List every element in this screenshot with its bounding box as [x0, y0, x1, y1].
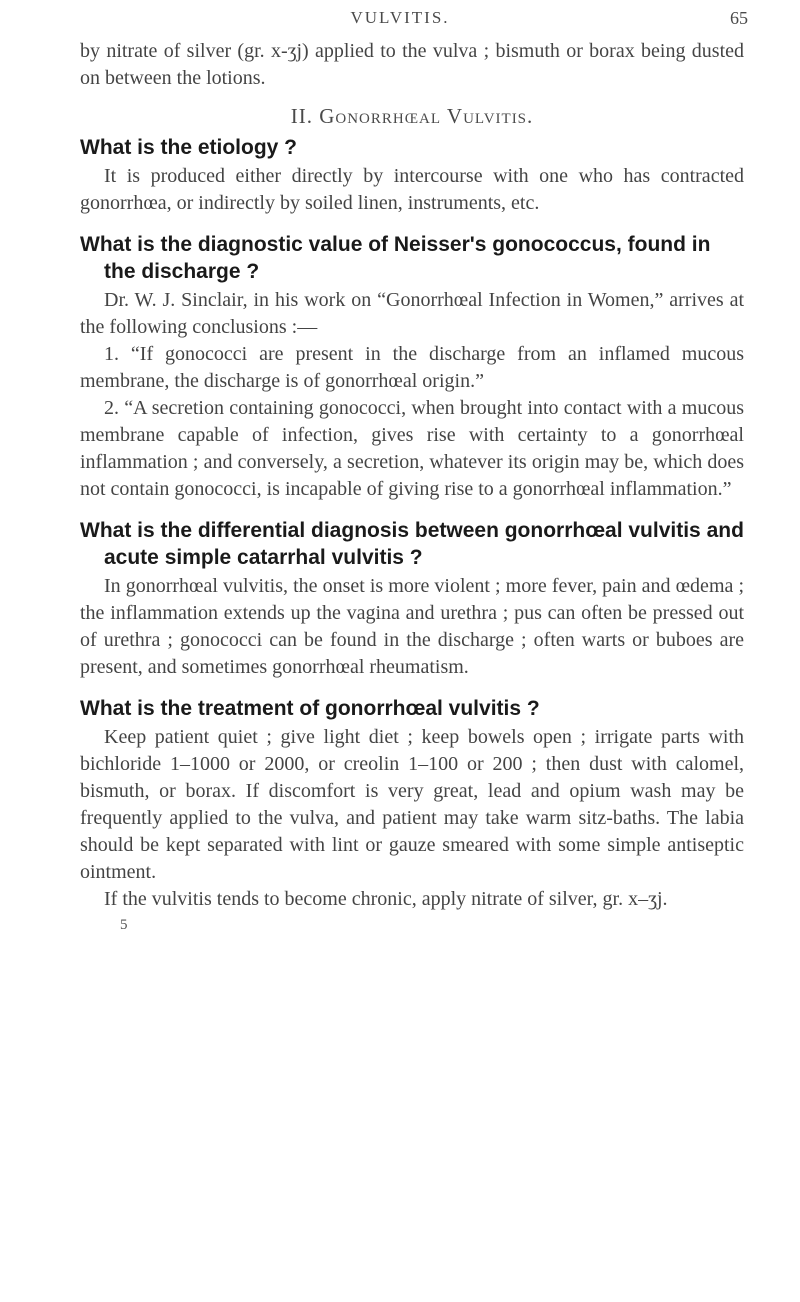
answer-treatment-chronic: If the vulvitis tends to become chronic, apply nitrate of silver, gr. x–ʒj. [104, 888, 668, 910]
question-etiology: What is the etiology ? [80, 136, 298, 159]
page-number: 65 [730, 8, 748, 28]
conclusion-point-2: 2. “A secretion containing gonococci, when brought into contact with a mucous membrane capable of infection, gives rise with certainty to a gonorrhœal inflammation ; and conversely, a secretion, whatever its origin may be, which does not contain gonococci, is incapable of giving rise to a gonorrhœal inflammation.” [80, 397, 744, 500]
question-differential-diagnosis: What is the differential diagnosis between gonorrhœal vulvitis and acute simple catarrhal vulvitis ? [80, 519, 744, 569]
page-body [80, 38, 744, 935]
answer-etiology: It is produced either directly by intercourse with one who has contracted gonorrhœa, or indirectly by soiled linen, instruments, etc. [80, 165, 744, 214]
continuation-paragraph: by nitrate of silver (gr. x-ʒj) applied to the vulva ; bismuth or borax being dusted on between the lotions. [80, 40, 744, 89]
answer-differential-diagnosis: In gonorrhœal vulvitis, the onset is more violent ; more fever, pain and œdema ; the inflammation extends up the vagina and urethra ; pus can often be pressed out of urethra ; gonococci can be found in the discharge ; often warts or buboes are present, and sometimes gonorrhœal rheumatism. [80, 575, 744, 678]
signature-mark: 5 [120, 917, 128, 933]
answer-diagnostic-intro: Dr. W. J. Sinclair, in his work on “Gonorrhœal Infection in Women,” arrives at the following conclusions :— [80, 289, 744, 338]
question-treatment: What is the treatment of gonorrhœal vulvitis ? [80, 697, 540, 720]
running-head [0, 8, 800, 38]
question-diagnostic-value: What is the diagnostic value of Neisser's gonococcus, found in the discharge ? [80, 233, 711, 283]
answer-treatment: Keep patient quiet ; give light diet ; keep bowels open ; irrigate parts with bichloride 1–1000 or 2000, or creolin 1–100 or 200 ; then dust with calomel, bismuth, or borax. If discomfort is very great, lead and opium wash may be frequently applied to the vulva, and patient may take warm sitz-baths. The labia should be kept separated with lint or gauze smeared with some simple antiseptic ointment. [80, 726, 744, 883]
conclusion-point-1: 1. “If gonococci are present in the discharge from an inflamed mucous membrane, the discharge is of gonorrhœal origin.” [80, 343, 744, 392]
section-title: II. Gonorrhœal Vulvitis. [290, 104, 534, 128]
running-title: VULVITIS. [350, 8, 450, 27]
